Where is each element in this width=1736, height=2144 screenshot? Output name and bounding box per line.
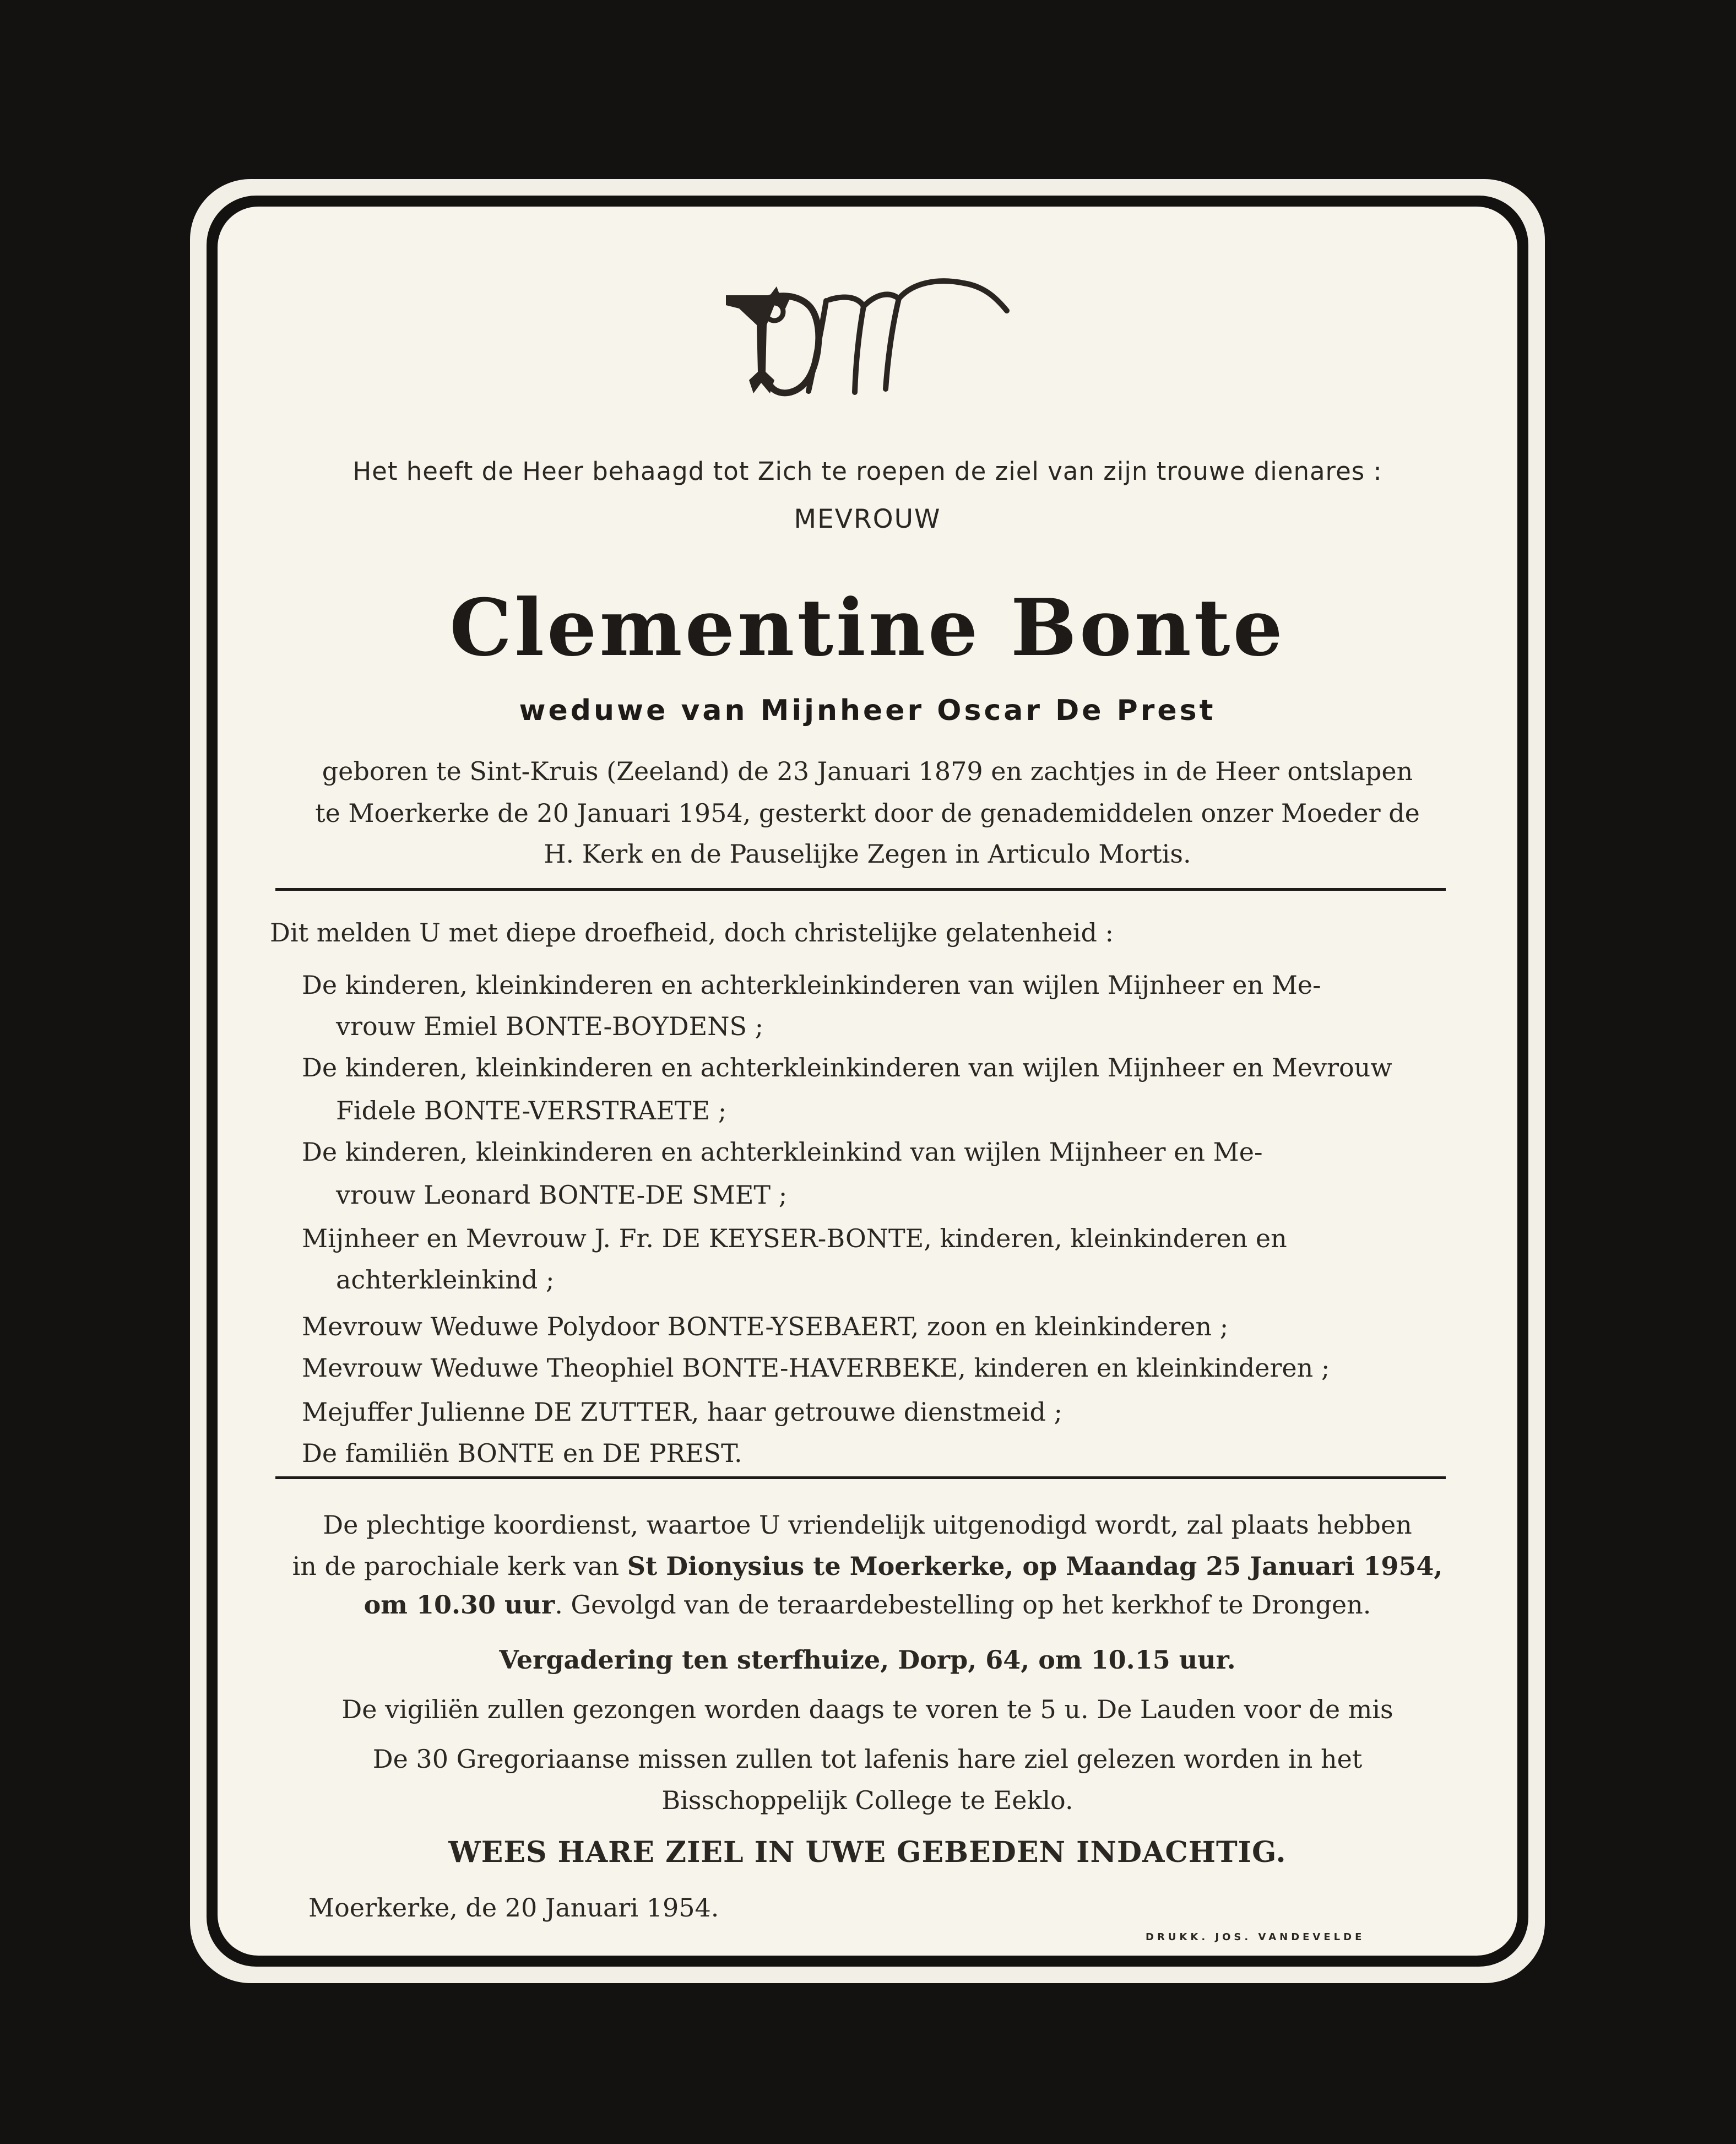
divider-line <box>275 1476 1446 1479</box>
intro-text: Het heeft de Heer behaagd tot Zich te roepen de ziel van zijn trouwe dienares : <box>352 457 1382 486</box>
honorific-title: MEVROUW <box>794 504 941 534</box>
family-line-6: vrouw Leonard BONTE-DE SMET ; <box>336 1180 788 1210</box>
service-line-3-b: . Gevolgd van de teraardebestelling op het kerkhof te Drongen. <box>555 1590 1371 1620</box>
meeting-line: Vergadering ten sterfhuize, Dorp, 64, om 10.15 uur. <box>499 1645 1236 1675</box>
family-line-7: Mijnheer en Mevrouw J. Fr. DE KEYSER-BONTE, kinderen, kleinkinderen en <box>302 1223 1287 1253</box>
service-time: om 10.30 uur <box>364 1590 555 1620</box>
family-line-11: Mejuffer Julienne DE ZUTTER, haar getrouwe dienstmeid ; <box>302 1397 1063 1427</box>
service-line-2-a: in de parochiale kerk van <box>292 1551 627 1581</box>
family-line-2: vrouw Emiel BONTE-BOYDENS ; <box>336 1011 764 1041</box>
family-line-8: achterkleinkind ; <box>336 1265 555 1295</box>
service-line-2 <box>218 1551 1517 1582</box>
family-line-9: Mevrouw Weduwe Polydoor BONTE-YSEBAERT, zoon en kleinkinderen ; <box>302 1312 1229 1341</box>
gregorian-line-1: De 30 Gregoriaanse missen zullen tot lafenis hare ziel gelezen worden in het <box>372 1744 1363 1774</box>
birth-line-3: H. Kerk en de Pauselijke Zegen in Articulo Mortis. <box>544 839 1191 869</box>
remembrance-line: WEES HARE ZIEL IN UWE GEBEDEN INDACHTIG. <box>448 1836 1287 1869</box>
birth-line-2: te Moerkerke de 20 Januari 1954, gesterkt door de genademiddelen onzer Moeder de <box>315 798 1420 828</box>
service-line-1: De plechtige koordienst, waartoe U vriendelijk uitgenodigd wordt, zal plaats hebben <box>323 1510 1412 1540</box>
family-line-4: Fidele BONTE-VERSTRAETE ; <box>336 1096 727 1125</box>
widow-line: weduwe van Mijnheer Oscar De Prest <box>519 694 1216 727</box>
family-line-5: De kinderen, kleinkinderen en achterkleinkind van wijlen Mijnheer en Me- <box>302 1137 1263 1167</box>
service-line-3 <box>218 1589 1517 1620</box>
deceased-name: Clementine Bonte <box>449 582 1285 674</box>
date-line: Moerkerke, de 20 Januari 1954. <box>308 1893 719 1923</box>
divider-line <box>275 888 1446 891</box>
printer-credit: DRUKK. JOS. VANDEVELDE <box>1146 1931 1365 1943</box>
family-line-1: De kinderen, kleinkinderen en achterkleinkinderen van wijlen Mijnheer en Me- <box>302 970 1321 1000</box>
birth-line-1: geboren te Sint-Kruis (Zeeland) de 23 Januari 1879 en zachtjes in de Heer ontslapen <box>322 756 1413 786</box>
family-line-10: Mevrouw Weduwe Theophiel BONTE-HAVERBEKE, kinderen en kleinkinderen ; <box>302 1353 1330 1383</box>
service-line-2-b: St Dionysius te Moerkerke, op Maandag 25 Januari 1954, <box>627 1551 1443 1581</box>
announcement-text: Dit melden U met diepe droefheid, doch christelijke gelatenheid : <box>270 918 1114 948</box>
cross-monogram-icon <box>683 259 1013 419</box>
family-line-3: De kinderen, kleinkinderen en achterkleinkinderen van wijlen Mijnheer en Mevrouw <box>302 1053 1392 1082</box>
gregorian-line-2: Bisschoppelijk College te Eeklo. <box>661 1785 1073 1815</box>
vigils-line: De vigiliën zullen gezongen worden daags te voren te 5 u. De Lauden voor de mis <box>341 1694 1393 1724</box>
family-line-12: De familiën BONTE en DE PREST. <box>302 1438 742 1468</box>
